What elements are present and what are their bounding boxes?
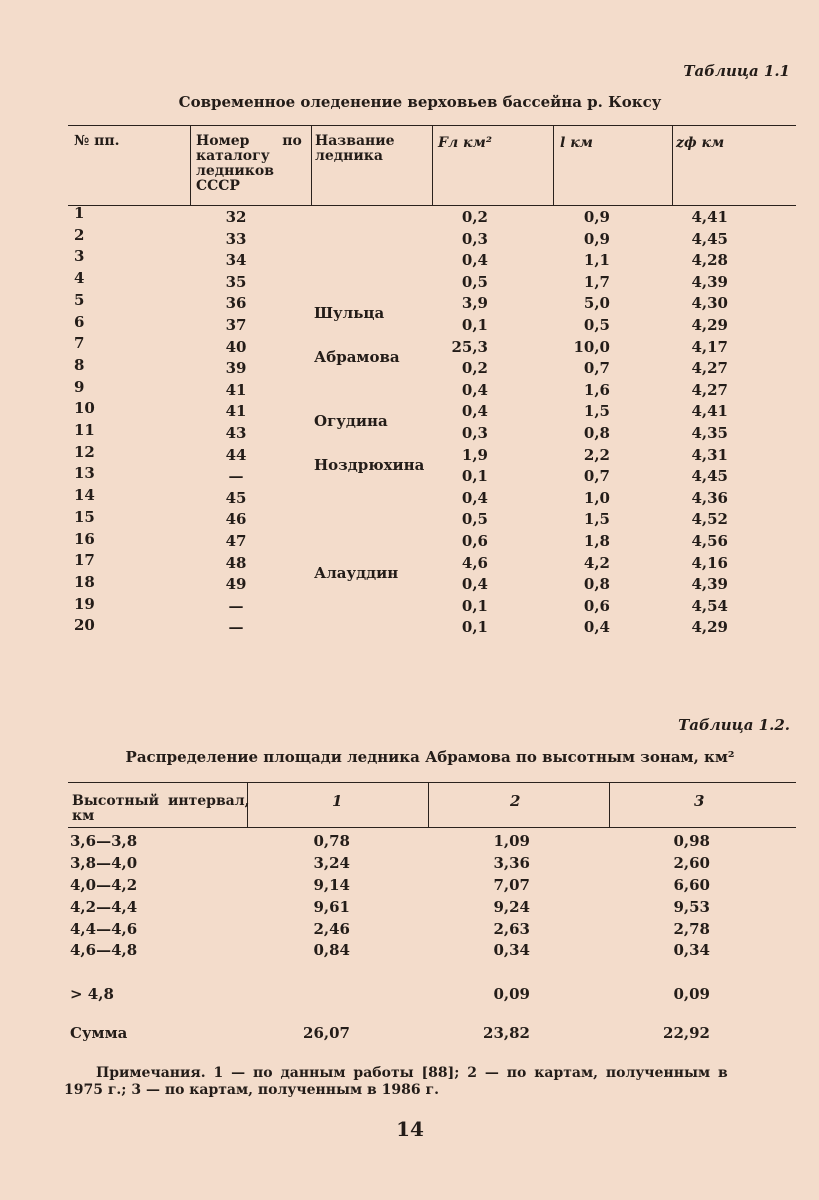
table1-col-divider: [432, 125, 433, 205]
table1-area-value: 25,3: [451, 338, 488, 356]
table1-height-value: 4,45: [691, 467, 728, 485]
table2-interval: 3,6—3,8: [70, 832, 138, 850]
table1-area-value: 0,1: [461, 316, 488, 334]
table1-row-number: 9: [74, 378, 85, 396]
table1-row-number: 1: [74, 204, 85, 222]
table2-col2-value: 0,09: [493, 985, 530, 1003]
table1-row-number: 4: [74, 269, 85, 287]
table1-catalog-number: 45: [225, 489, 247, 507]
table1-catalog-number: —: [228, 618, 244, 636]
table2-col2-value: 0,34: [493, 941, 530, 959]
table1-area-value: 0,4: [461, 402, 488, 420]
table1-row-number: 6: [74, 313, 85, 331]
table1-row-number: 5: [74, 291, 85, 309]
table1-height-value: 4,29: [691, 618, 728, 636]
table2-header-col2: 2: [510, 792, 521, 810]
table1-col-divider: [190, 125, 191, 205]
table1-area-value: 0,3: [461, 424, 488, 442]
table1-header-catalog: Номер по каталогу ледников СССР: [196, 133, 302, 194]
table2-col2-value: 1,09: [493, 832, 530, 850]
table1-length-value: 0,4: [583, 618, 610, 636]
table2-interval: 4,2—4,4: [70, 898, 138, 916]
table1-row-number: 20: [74, 616, 95, 634]
table1-label: Таблица 1.1: [683, 62, 790, 80]
table2-interval: 4,4—4,6: [70, 920, 138, 938]
table2-col2-value: 7,07: [493, 876, 530, 894]
table1-height-value: 4,16: [691, 554, 728, 572]
table1-catalog-number: 37: [225, 316, 247, 334]
table2-col3-value: 2,60: [673, 854, 710, 872]
table2-sum-label: Сумма: [70, 1024, 128, 1042]
table1-length-value: 4,2: [583, 554, 610, 572]
table2-notes-line2: 1975 г.; 3 — по картам, полученным в 1986 г.: [64, 1082, 439, 1098]
table2-sum-col1: 26,07: [303, 1024, 350, 1042]
table2-col1-value: 0,78: [313, 832, 350, 850]
table1-catalog-number: 41: [225, 381, 247, 399]
table2-interval: 4,0—4,2: [70, 876, 138, 894]
table2-col3-value: 6,60: [673, 876, 710, 894]
table2-col3-value: 2,78: [673, 920, 710, 938]
table1-length-value: 1,5: [583, 402, 610, 420]
table1-row-number: 16: [74, 530, 95, 548]
table1-row-number: 3: [74, 247, 85, 265]
table2-interval: > 4,8: [70, 985, 114, 1003]
table1-height-value: 4,41: [691, 402, 728, 420]
table1-area-value: 3,9: [461, 294, 488, 312]
table1-catalog-number: 35: [225, 273, 247, 291]
table1-row-number: 10: [74, 399, 95, 417]
table2-col3-value: 9,53: [673, 898, 710, 916]
table1-area-value: 0,1: [461, 618, 488, 636]
table1-length-value: 0,5: [583, 316, 610, 334]
table2-top-rule: [68, 782, 796, 783]
table1-area-value: 0,4: [461, 575, 488, 593]
table1-area-value: 0,4: [461, 251, 488, 269]
table1-height-value: 4,36: [691, 489, 728, 507]
table1-length-value: 0,8: [583, 424, 610, 442]
table2-col1-value: 2,46: [313, 920, 350, 938]
table1-area-value: 0,5: [461, 273, 488, 291]
table1-length-value: 10,0: [573, 338, 610, 356]
table2-notes-line1: Примечания. 1 — по данным работы [88]; 2 — по картам, полученным в: [96, 1065, 728, 1081]
table2-col-divider: [609, 782, 610, 827]
table1-area-value: 0,5: [461, 510, 488, 528]
table1-length-value: 2,2: [583, 446, 610, 464]
table1-row-number: 17: [74, 551, 95, 569]
table1-height-value: 4,39: [691, 575, 728, 593]
table1-catalog-number: 34: [225, 251, 247, 269]
table1-catalog-number: 32: [225, 208, 247, 226]
table2-col2-value: 3,36: [493, 854, 530, 872]
table2-sum-col3: 22,92: [663, 1024, 710, 1042]
table2-header-rule: [68, 827, 796, 828]
table2-col1-value: 9,61: [313, 898, 350, 916]
table1-row-number: 12: [74, 443, 95, 461]
table1-catalog-number: 43: [225, 424, 247, 442]
table1-glacier-name: Абрамова: [314, 348, 400, 366]
table1-header-height: zф км: [676, 135, 725, 151]
table1-catalog-number: —: [228, 467, 244, 485]
table1-height-value: 4,39: [691, 273, 728, 291]
table1-header-number: № пп.: [74, 133, 120, 149]
table1-height-value: 4,31: [691, 446, 728, 464]
table1-catalog-number: 46: [225, 510, 247, 528]
table1-col-divider: [553, 125, 554, 205]
table1-row-number: 15: [74, 508, 95, 526]
table1-height-value: 4,54: [691, 597, 728, 615]
table1-length-value: 0,6: [583, 597, 610, 615]
table1-row-number: 19: [74, 595, 95, 613]
table1-height-value: 4,27: [691, 359, 728, 377]
table1-length-value: 5,0: [583, 294, 610, 312]
table1-height-value: 4,30: [691, 294, 728, 312]
table1-catalog-number: 41: [225, 402, 247, 420]
table1-row-number: 13: [74, 464, 95, 482]
table1-header-area: Fл км²: [438, 135, 492, 151]
table2-col1-value: 9,14: [313, 876, 350, 894]
table1-title: Современное оледенение верховьев бассейна р. Коксу: [178, 93, 662, 111]
table2-col1-value: 3,24: [313, 854, 350, 872]
table1-header-rule: [68, 205, 796, 206]
table1-catalog-number: 33: [225, 230, 247, 248]
table1-area-value: 0,1: [461, 597, 488, 615]
table1-height-value: 4,17: [691, 338, 728, 356]
table1-length-value: 1,6: [583, 381, 610, 399]
table1-length-value: 1,8: [583, 532, 610, 550]
table1-height-value: 4,41: [691, 208, 728, 226]
table1-length-value: 1,1: [583, 251, 610, 269]
table1-length-value: 0,9: [583, 208, 610, 226]
table1-length-value: 0,9: [583, 230, 610, 248]
table1-row-number: 7: [74, 334, 85, 352]
table1-area-value: 0,2: [461, 208, 488, 226]
table1-height-value: 4,56: [691, 532, 728, 550]
table1-row-number: 2: [74, 226, 85, 244]
table1-header-length: l км: [560, 135, 593, 151]
table1-height-value: 4,52: [691, 510, 728, 528]
table2-header-col3: 3: [694, 792, 705, 810]
table1-glacier-name: Алауддин: [314, 564, 399, 582]
table2-header-interval: Высотный интервал, км: [72, 793, 250, 824]
table1-height-value: 4,35: [691, 424, 728, 442]
table2-sum-col2: 23,82: [483, 1024, 530, 1042]
table2-title: Распределение площади ледника Абрамова по высотным зонам, км²: [125, 748, 735, 766]
table1-area-value: 0,6: [461, 532, 488, 550]
table1-height-value: 4,27: [691, 381, 728, 399]
table1-area-value: 0,3: [461, 230, 488, 248]
table1-glacier-name: Шульца: [314, 304, 385, 322]
table1-length-value: 1,7: [583, 273, 610, 291]
table1-area-value: 0,2: [461, 359, 488, 377]
table1-length-value: 0,8: [583, 575, 610, 593]
table1-height-value: 4,45: [691, 230, 728, 248]
table1-area-value: 1,9: [461, 446, 488, 464]
table1-length-value: 1,5: [583, 510, 610, 528]
table1-length-value: 0,7: [583, 359, 610, 377]
table1-area-value: 0,1: [461, 467, 488, 485]
table2-col3-value: 0,98: [673, 832, 710, 850]
table1-row-number: 14: [74, 486, 95, 504]
table1-length-value: 0,7: [583, 467, 610, 485]
table2-col1-value: 0,84: [313, 941, 350, 959]
table1-catalog-number: 47: [225, 532, 247, 550]
table1-col-divider: [311, 125, 312, 205]
table1-row-number: 8: [74, 356, 85, 374]
table1-row-number: 11: [74, 421, 95, 439]
table1-catalog-number: 48: [225, 554, 247, 572]
table1-catalog-number: 44: [225, 446, 247, 464]
table2-col2-value: 9,24: [493, 898, 530, 916]
table1-height-value: 4,29: [691, 316, 728, 334]
table1-catalog-number: —: [228, 597, 244, 615]
table1-row-number: 18: [74, 573, 95, 591]
page-number: 14: [396, 1117, 424, 1141]
table2-label: Таблица 1.2.: [678, 716, 790, 734]
table2-col-divider: [428, 782, 429, 827]
table1-area-value: 0,4: [461, 381, 488, 399]
table1-area-value: 0,4: [461, 489, 488, 507]
table1-col-divider: [672, 125, 673, 205]
table2-interval: 3,8—4,0: [70, 854, 138, 872]
table1-catalog-number: 49: [225, 575, 247, 593]
table1-catalog-number: 36: [225, 294, 247, 312]
table1-catalog-number: 39: [225, 359, 247, 377]
table1-area-value: 4,6: [461, 554, 488, 572]
table1-header-name: Название ледника: [315, 133, 395, 164]
table1-height-value: 4,28: [691, 251, 728, 269]
table2-header-col1: 1: [332, 792, 343, 810]
table1-glacier-name: Ноздрюхина: [314, 456, 425, 474]
table1-length-value: 1,0: [583, 489, 610, 507]
table2-col3-value: 0,34: [673, 941, 710, 959]
table1-catalog-number: 40: [225, 338, 247, 356]
table2-col2-value: 2,63: [493, 920, 530, 938]
table2-col3-value: 0,09: [673, 985, 710, 1003]
table2-interval: 4,6—4,8: [70, 941, 138, 959]
table1-glacier-name: Огудина: [314, 412, 388, 430]
